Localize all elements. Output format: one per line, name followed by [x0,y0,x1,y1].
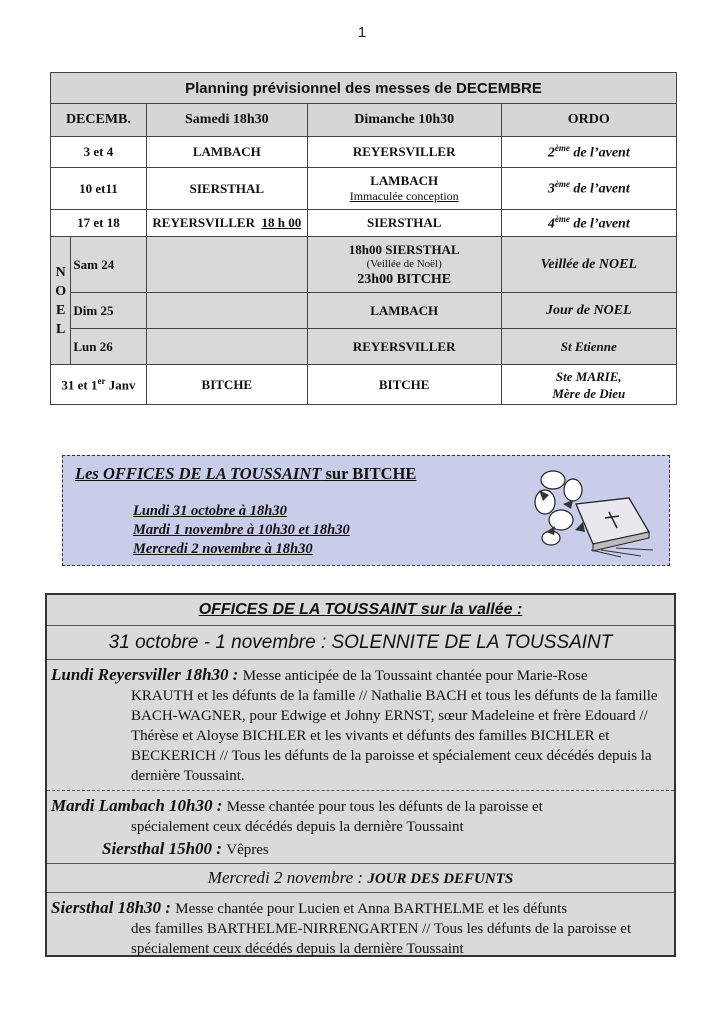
row-ordo: 4ème de l’avent [501,210,676,237]
header-dimanche: Dimanche 10h30 [307,104,501,137]
row-samedi [146,329,307,365]
table-row-noel [51,293,677,329]
row-date: 3 et 4 [51,137,147,168]
row-ordo: Veillée de NOEL [501,237,676,293]
header-ordo: ORDO [501,104,676,137]
bitche-title: Les OFFICES DE LA TOUSSAINT sur BITCHE [75,464,417,483]
toussaint-vallee-box [45,593,676,957]
row-samedi [146,293,307,329]
row-date: Sam 24 [71,237,146,293]
bitche-line: Lundi 31 octobre à 18h30 [133,503,287,519]
row-samedi [146,237,307,293]
vallee-entry-mardi: Mardi Lambach 10h30 : Messe chantée pour tous les défunts de la paroisse et spécialement ceux décédés depuis la dernière Toussaint [51,796,543,835]
vallee-subtitle: 31 octobre - 1 novembre : SOLENNITE DE LA TOUSSAINT [47,626,674,660]
row-samedi: BITCHE [146,365,307,405]
table-row [51,210,677,237]
vallee-title: OFFICES DE LA TOUSSAINT sur la vallée : [47,595,674,626]
row-date: Dim 25 [71,293,146,329]
page-number: 1 [357,24,367,41]
noel-vertical-label: N O E L [51,237,71,365]
row-ordo: Ste MARIE, Mère de Dieu [501,365,676,405]
table-row-noel [51,237,677,293]
row-samedi: SIERSTHAL [146,168,307,210]
row-dimanche: SIERSTHAL [307,210,501,237]
vallee-entry-lundi: Lundi Reyersviller 18h30 : Messe anticipée de la Toussaint chantée pour Marie-Rose KRAUTH et les défunts de la famille // Nathalie BACH et tous les défunts de la famille BACH-WAGNER, pour Edwige et Johny ERNST, sœur Madeleine et frère Edouard // Thérèse et Aloyse BICHLER et les vivants et défunts des familles BICHLER et BECKERICH // Tous les défunts de la paroisse et spécialement ceux décédés depuis la dernière Toussaint. [47,660,674,791]
row-dimanche: LAMBACH [307,293,501,329]
table-row [51,365,677,405]
row-ordo: St Etienne [501,329,676,365]
row-samedi: REYERSVILLER 18 h 00 [146,210,307,237]
row-date: 31 et 1er Janv [51,365,147,405]
row-dimanche: REYERSVILLER [307,137,501,168]
planning-table [50,72,677,405]
special-time: 18 h 00 [261,215,302,230]
row-ordo: Jour de NOEL [501,293,676,329]
vallee-entry-vepres: Siersthal 15h00 : Vêpres [47,839,674,864]
bible-with-flowers-icon [531,460,661,560]
row-ordo: 3ème de l’avent [501,168,676,210]
row-date: 17 et 18 [51,210,147,237]
row-dimanche: 18h00 SIERSTHAL (Veillée de Noël) 23h00 BITCHE [307,237,501,293]
table-row-noel [51,329,677,365]
vallee-entry-mercredi: Siersthal 18h30 : Messe chantée pour Lucien et Anna BARTHELME et les défunts des familles BARTHELME-NIRRENGARTEN // Tous les défunts de la paroisse et spécialement ceux décédés depuis la dernière Toussaint [51,898,632,957]
row-date: 10 et11 [51,168,147,210]
row-dimanche: BITCHE [307,365,501,405]
row-date: Lun 26 [71,329,146,365]
bitche-line: Mardi 1 novembre à 10h30 et 18h30 [133,522,350,538]
bitche-schedule [133,502,350,559]
toussaint-bitche-box [62,455,670,566]
row-dimanche: REYERSVILLER [307,329,501,365]
row-samedi: LAMBACH [146,137,307,168]
table-row [51,137,677,168]
row-ordo: 2ème de l’avent [501,137,676,168]
bitche-line: Mercredi 2 novembre à 18h30 [133,541,313,557]
row-dimanche: LAMBACH Immaculée conception [307,168,501,210]
immaculee-note: Immaculée conception [349,189,459,203]
header-decemb: DECEMB. [51,104,147,137]
mercredi-heading: Mercredi 2 novembre : JOUR DES DEFUNTS [47,864,674,893]
planning-title: Planning prévisionnel des messes de DECEMBRE [51,73,677,104]
table-row [51,168,677,210]
header-samedi: Samedi 18h30 [146,104,307,137]
